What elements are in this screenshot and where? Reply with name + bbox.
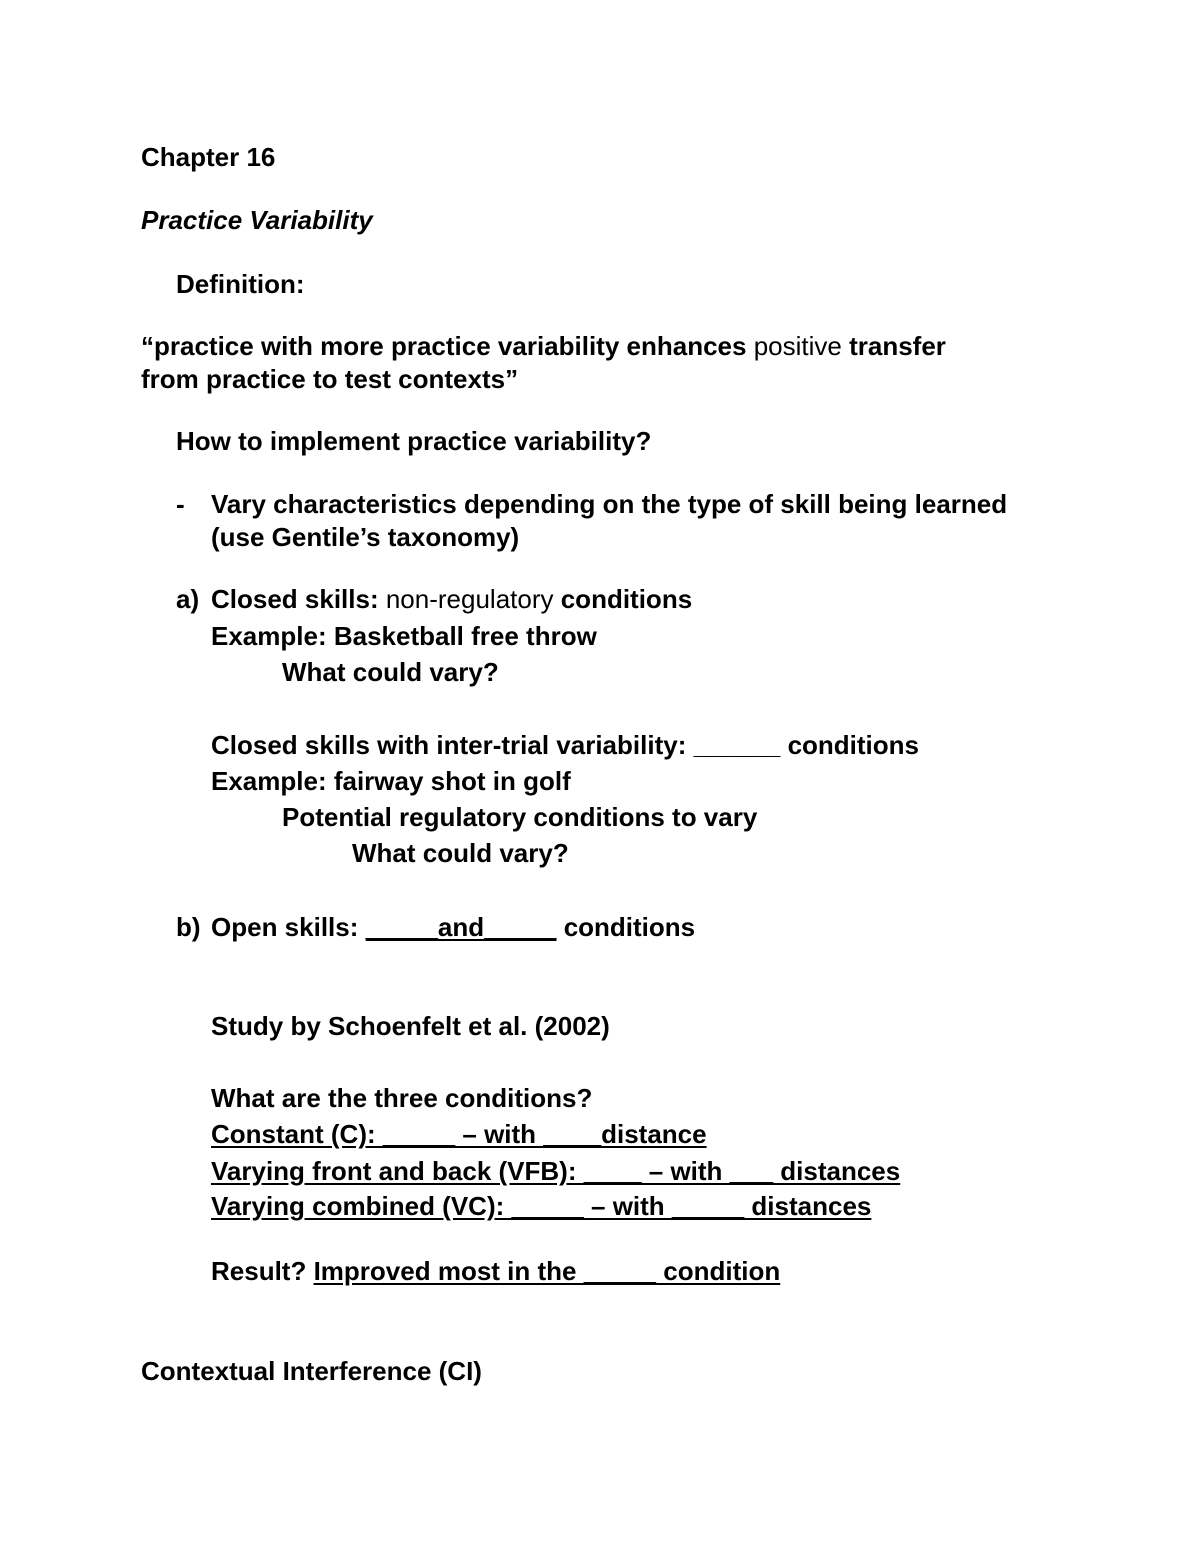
bullet-line2: (use Gentile’s taxonomy) <box>211 522 520 552</box>
condition-vc: Varying combined (VC): _____ – with _____ distances <box>211 1191 872 1221</box>
item-a-potential: Potential regulatory conditions to vary <box>282 802 758 832</box>
ci-heading: Contextual Interference (CI) <box>141 1356 482 1386</box>
intertrial-blank: ______ <box>693 730 781 760</box>
chapter-heading: Chapter 16 <box>141 142 276 172</box>
definition-label: Definition: <box>176 269 305 299</box>
condition-vfb: Varying front and back (VFB): ____ – with ___ distances <box>211 1156 901 1186</box>
item-a-closed-skills <box>211 582 692 616</box>
intertrial-line <box>211 728 919 762</box>
item-a-rest: conditions <box>553 584 693 614</box>
definition-quote-line2: from practice to test contexts” <box>141 364 519 394</box>
intertrial-pre: Closed skills with inter-trial variability: <box>211 730 694 760</box>
item-a-example: Example: Basketball free throw <box>211 621 597 651</box>
condition-constant: Constant (C): _____ – with ____distance <box>211 1119 707 1149</box>
result-label: Result? <box>211 1256 314 1286</box>
item-b-mid: and <box>437 912 485 942</box>
item-a-question2: What could vary? <box>352 838 569 868</box>
item-b-post: conditions <box>556 912 696 942</box>
result-text: Improved most in the _____ condition <box>313 1256 781 1286</box>
item-b-pre: Open skills: <box>211 912 366 942</box>
bullet-line1: Vary characteristics depending on the type of skill being learned <box>211 489 1008 519</box>
item-b-blank1: _____ <box>365 912 438 942</box>
result-line <box>211 1254 780 1288</box>
item-a-question: What could vary? <box>282 657 499 687</box>
quote-part: “practice with more practice variability enhances <box>141 331 754 361</box>
definition-quote-line1 <box>141 329 946 363</box>
item-b-open-skills <box>211 910 695 944</box>
quote-normal-word: positive <box>753 331 842 361</box>
quote-part: transfer <box>841 331 946 361</box>
conditions-question: What are the three conditions? <box>211 1083 593 1113</box>
item-a-example2: Example: fairway shot in golf <box>211 766 571 796</box>
item-b-blank2: _____ <box>484 912 557 942</box>
intertrial-post: conditions <box>780 730 920 760</box>
item-a-marker: a) <box>176 584 200 614</box>
bullet-marker: - <box>176 489 185 519</box>
item-b-underlined <box>366 912 557 942</box>
item-b-marker: b) <box>176 912 201 942</box>
study-reference: Study by Schoenfelt et al. (2002) <box>211 1011 610 1041</box>
implement-question: How to implement practice variability? <box>176 426 652 456</box>
item-a-label: Closed skills: <box>211 584 386 614</box>
item-a-normal: non-regulatory <box>385 584 554 614</box>
section-title: Practice Variability <box>141 205 373 235</box>
